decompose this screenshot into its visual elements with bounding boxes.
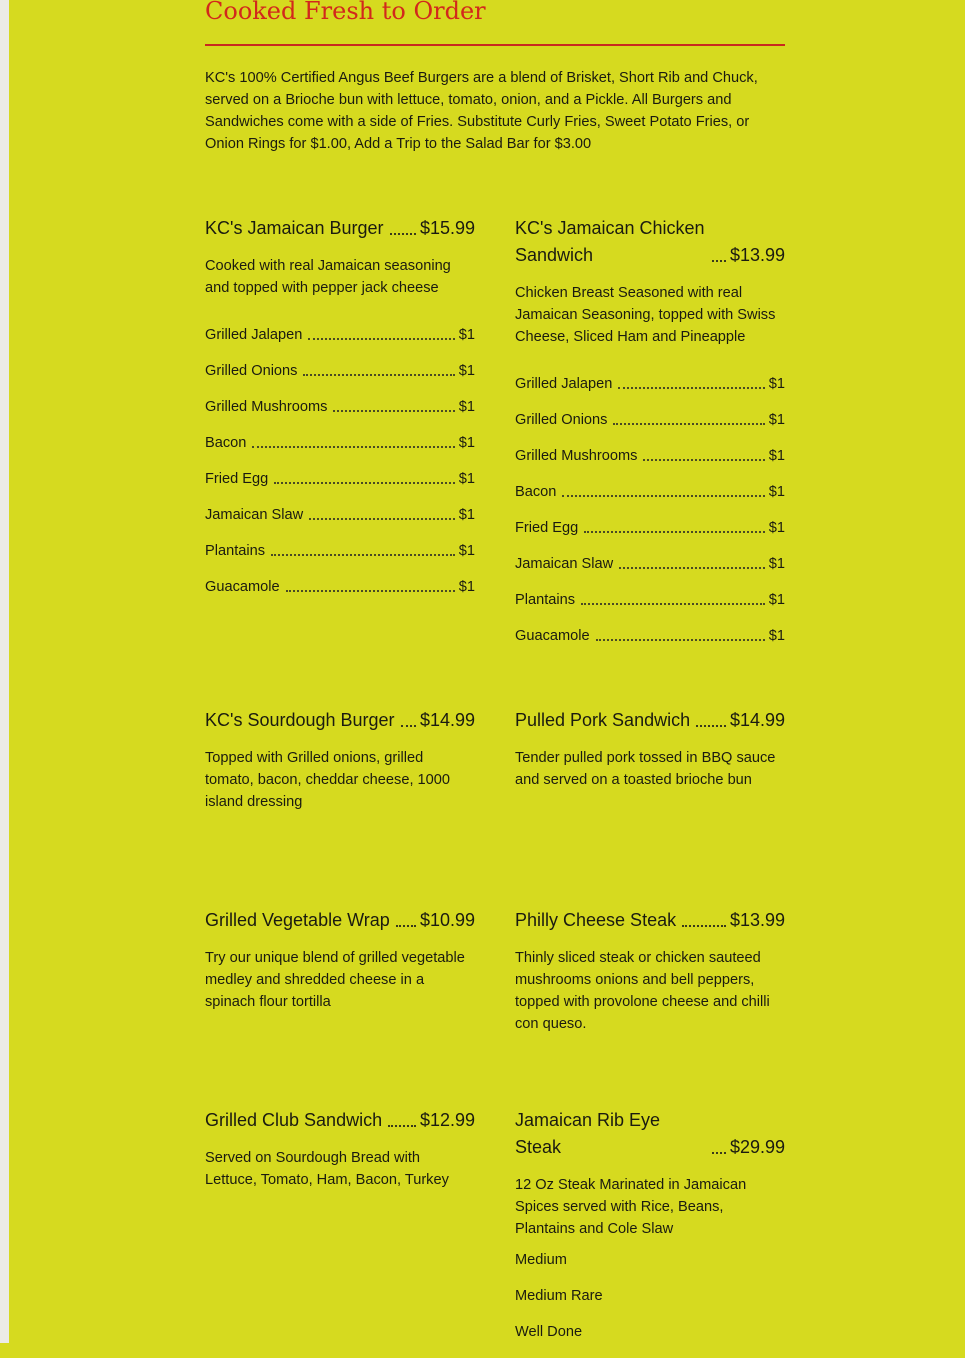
menu-item-sourdough-burger bbox=[205, 707, 475, 813]
extra-price: $1 bbox=[458, 579, 475, 595]
item-description: Served on Sourdough Bread with Lettuce, Tomato, Ham, Bacon, Turkey bbox=[205, 1150, 449, 1188]
item-description: Tender pulled pork tossed in BBQ sauce and served on a toasted brioche bun bbox=[515, 750, 776, 788]
dotted-leader bbox=[596, 639, 765, 641]
extra-name: Plantains bbox=[515, 592, 576, 608]
item-price: $15.99 bbox=[419, 218, 475, 238]
extra-price: $1 bbox=[458, 327, 475, 343]
item-description: Chicken Breast Seasoned with real Jamaican Seasoning, topped with Swiss Cheese, Sliced Ham and Pineapple bbox=[515, 285, 776, 345]
extra-name: Fried Egg bbox=[205, 471, 269, 487]
extra-row bbox=[205, 561, 475, 597]
extra-row bbox=[205, 381, 475, 417]
extra-name: Guacamole bbox=[515, 628, 590, 644]
dotted-leader bbox=[619, 567, 765, 569]
extra-row bbox=[205, 309, 475, 345]
doneness-options bbox=[515, 1250, 785, 1358]
dotted-leader bbox=[271, 554, 455, 556]
extra-row bbox=[515, 538, 785, 574]
extra-row bbox=[205, 453, 475, 489]
extra-price: $1 bbox=[458, 507, 475, 523]
item-name: KC's Jamaican Chicken Sandwich bbox=[515, 218, 705, 265]
item-price: $13.99 bbox=[729, 245, 785, 265]
extra-price: $1 bbox=[768, 592, 785, 608]
dotted-leader bbox=[581, 603, 765, 605]
item-name: KC's Sourdough Burger bbox=[205, 710, 395, 730]
extra-row bbox=[515, 394, 785, 430]
extra-price: $1 bbox=[768, 448, 785, 464]
item-description: Cooked with real Jamaican seasoning and topped with pepper jack cheese bbox=[205, 258, 451, 296]
extra-name: Bacon bbox=[205, 435, 247, 451]
extra-name: Grilled Jalapen bbox=[205, 327, 303, 343]
item-price: $13.99 bbox=[729, 910, 785, 930]
extras-list bbox=[205, 309, 475, 597]
item-name: Philly Cheese Steak bbox=[515, 910, 677, 930]
extra-name: Grilled Mushrooms bbox=[205, 399, 328, 415]
extra-price: $1 bbox=[458, 543, 475, 559]
extra-price: $1 bbox=[768, 556, 785, 572]
extra-name: Jamaican Slaw bbox=[205, 507, 304, 523]
dotted-leader bbox=[584, 531, 764, 533]
extra-price: $1 bbox=[458, 363, 475, 379]
menu-item-pulled-pork-sandwich bbox=[515, 707, 785, 791]
dotted-leader bbox=[643, 459, 764, 461]
extra-price: $1 bbox=[768, 628, 785, 644]
item-price: $10.99 bbox=[419, 910, 475, 930]
extra-name: Fried Egg bbox=[515, 520, 579, 536]
extra-name: Grilled Jalapen bbox=[515, 376, 613, 392]
extra-price: $1 bbox=[768, 376, 785, 392]
menu-item-jamaican-chicken-sandwich bbox=[515, 215, 785, 646]
section-title: Cooked Fresh to Order bbox=[205, 0, 486, 25]
menu-item-grilled-vegetable-wrap bbox=[205, 907, 475, 1013]
item-description: Try our unique blend of grilled vegetable medley and shredded cheese in a spinach flour tortilla bbox=[205, 950, 465, 1010]
extra-row bbox=[205, 489, 475, 525]
dotted-leader bbox=[712, 1152, 726, 1154]
extra-name: Grilled Mushrooms bbox=[515, 448, 638, 464]
extra-price: $1 bbox=[768, 484, 785, 500]
item-name: Jamaican Rib Eye Steak bbox=[515, 1110, 661, 1157]
item-name: KC's Jamaican Burger bbox=[205, 218, 384, 238]
extra-row bbox=[515, 466, 785, 502]
dotted-leader bbox=[309, 518, 455, 520]
extra-row bbox=[205, 417, 475, 453]
extra-name: Plantains bbox=[205, 543, 266, 559]
item-name: Grilled Club Sandwich bbox=[205, 1110, 383, 1130]
extra-row bbox=[515, 502, 785, 538]
doneness-option: Medium Rare bbox=[515, 1288, 603, 1304]
extras-list bbox=[515, 358, 785, 646]
extra-name: Guacamole bbox=[205, 579, 280, 595]
menu-item-jamaican-burger bbox=[205, 215, 475, 597]
doneness-option: Well Done bbox=[515, 1324, 583, 1340]
extra-row bbox=[515, 430, 785, 466]
item-name: Pulled Pork Sandwich bbox=[515, 710, 691, 730]
dotted-leader bbox=[682, 925, 726, 927]
item-description: 12 Oz Steak Marinated in Jamaican Spices served with Rice, Beans, Plantains and Cole Slaw bbox=[515, 1177, 747, 1237]
extra-row bbox=[205, 345, 475, 381]
item-price: $14.99 bbox=[419, 710, 475, 730]
item-price: $14.99 bbox=[729, 710, 785, 730]
dotted-leader bbox=[396, 925, 416, 927]
dotted-leader bbox=[712, 260, 726, 262]
extra-row bbox=[515, 610, 785, 646]
dotted-leader bbox=[286, 590, 455, 592]
dotted-leader bbox=[333, 410, 454, 412]
dotted-leader bbox=[562, 495, 764, 497]
extra-row bbox=[205, 525, 475, 561]
extra-price: $1 bbox=[768, 412, 785, 428]
item-price: $29.99 bbox=[729, 1137, 785, 1157]
extra-price: $1 bbox=[458, 471, 475, 487]
dotted-leader bbox=[696, 725, 726, 727]
dotted-leader bbox=[401, 725, 416, 727]
dotted-leader bbox=[388, 1125, 416, 1127]
menu-item-philly-cheese-steak bbox=[515, 907, 785, 1035]
extra-price: $1 bbox=[768, 520, 785, 536]
menu-item-jamaican-rib-eye-steak bbox=[515, 1107, 785, 1358]
dotted-leader bbox=[390, 233, 416, 235]
dotted-leader bbox=[613, 423, 764, 425]
extra-name: Bacon bbox=[515, 484, 557, 500]
doneness-option: Medium bbox=[515, 1252, 567, 1268]
item-name: Grilled Vegetable Wrap bbox=[205, 910, 390, 930]
extra-name: Jamaican Slaw bbox=[515, 556, 614, 572]
extra-price: $1 bbox=[458, 399, 475, 415]
extra-price: $1 bbox=[458, 435, 475, 451]
item-description: Thinly sliced steak or chicken sauteed mushrooms onions and bell peppers, topped with provolone cheese and chilli con queso. bbox=[515, 950, 770, 1032]
extra-row bbox=[515, 358, 785, 394]
item-price: $12.99 bbox=[419, 1110, 475, 1130]
section-intro: KC's 100% Certified Angus Beef Burgers are a blend of Brisket, Short Rib and Chuck, served on a Brioche bun with lettuce, tomato, onion, and a Pickle. All Burgers and Sandwiches come with a side of Fries. Substitute Curly Fries, Sweet Potato Fries, or Onion Rings for $1.00, Add a Trip to the Salad Bar for $3.00 bbox=[205, 70, 758, 152]
dotted-leader bbox=[308, 338, 454, 340]
item-description: Topped with Grilled onions, grilled tomato, bacon, cheddar cheese, 1000 island dressing bbox=[205, 750, 451, 810]
dotted-leader bbox=[252, 446, 454, 448]
dotted-leader bbox=[618, 387, 764, 389]
menu-item-grilled-club-sandwich bbox=[205, 1107, 475, 1191]
extra-name: Grilled Onions bbox=[515, 412, 608, 428]
dotted-leader bbox=[274, 482, 454, 484]
extra-row bbox=[515, 574, 785, 610]
title-divider bbox=[205, 44, 785, 46]
left-margin-strip bbox=[0, 0, 9, 1343]
dotted-leader bbox=[303, 374, 454, 376]
extra-name: Grilled Onions bbox=[205, 363, 298, 379]
